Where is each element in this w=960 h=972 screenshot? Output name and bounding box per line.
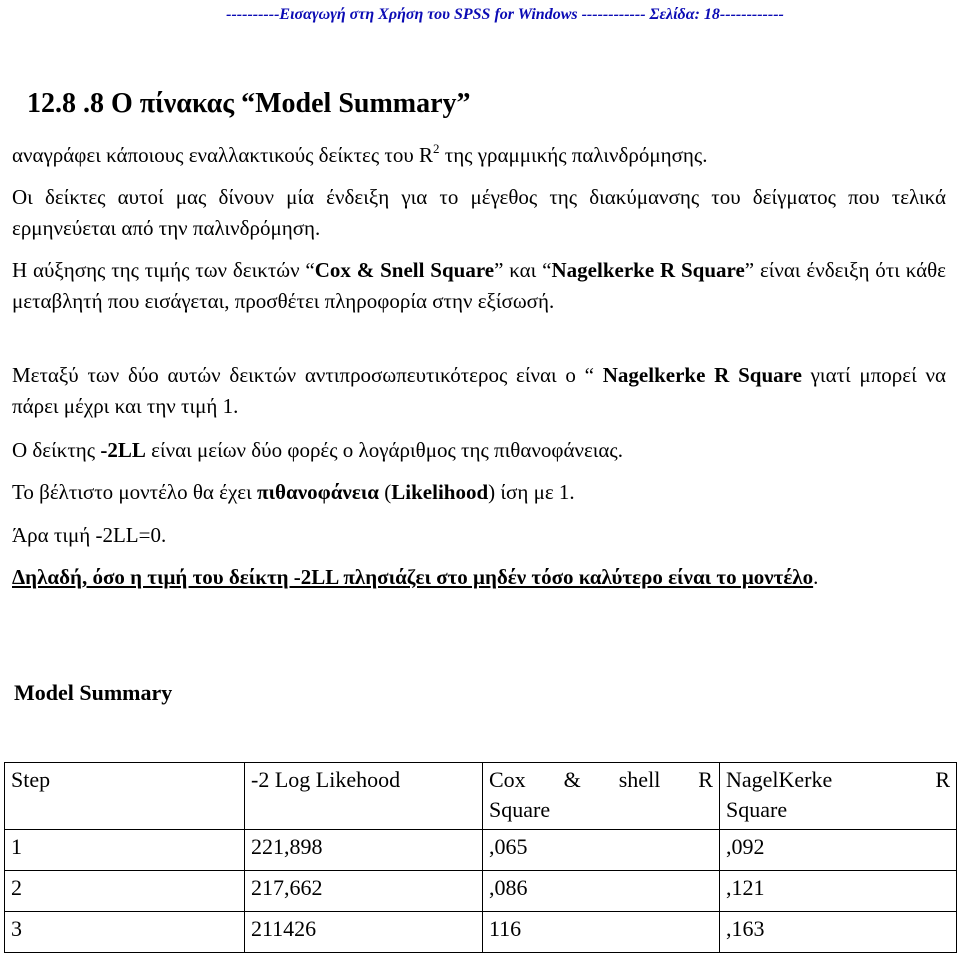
cell-cox: ,086: [483, 871, 720, 912]
p1-text-b: της γραμμικής παλινδρόμησης.: [439, 143, 708, 167]
cell-step: 3: [5, 912, 245, 953]
paragraph-7: Άρα τιμή -2LL=0.: [12, 523, 167, 547]
p3-text-e: ” είναι ένδειξη ότι κάθε μεταβλητή που εισάγεται, προσθέτει πληροφορία στην εξίσωσή.: [12, 258, 946, 313]
header-cox-line1: Cox & shell R: [489, 767, 713, 792]
cell-loglik: 217,662: [245, 871, 483, 912]
p6-pithanofaneia: πιθανοφάνεια: [257, 480, 380, 504]
table-header-row: [5, 763, 957, 830]
header-cox: [483, 763, 720, 830]
cell-loglik: 211426: [245, 912, 483, 953]
header-page-label: Σελίδα:: [649, 6, 700, 23]
p6-text-c: (: [379, 480, 392, 504]
p8-underlined-bold: Δηλαδή, όσο η τιμή του δείκτη -2LL πλησιάζει στο μηδέν τόσο καλύτερο είναι το μοντέλο: [12, 565, 814, 589]
p1-superscript: 2: [433, 141, 440, 156]
p5-text-c: είναι μείων δύο φορές ο λογάριθμος της πιθανοφάνειας.: [145, 438, 623, 462]
p6-text-e: ) ίση με 1.: [488, 480, 575, 504]
header-cox-line2: Square: [489, 797, 551, 822]
model-summary-title: Model Summary: [14, 680, 173, 705]
header-suffix: ------------: [719, 6, 784, 23]
paragraph-1: [12, 140, 946, 171]
header-page-number: 18: [699, 6, 720, 23]
p5-text-a: Ο δείκτης: [12, 438, 101, 462]
paragraph-4: [12, 360, 946, 422]
p5-2ll: -2LL: [100, 438, 146, 462]
model-summary-table: [4, 762, 957, 953]
paragraph-8: [12, 562, 946, 593]
cell-step: 2: [5, 871, 245, 912]
table-row: [5, 871, 957, 912]
page-header: [0, 6, 960, 24]
paragraph-6: [12, 477, 946, 508]
p3-cox-snell: Cox & Snell Square: [314, 258, 495, 282]
cell-loglik: 221,898: [245, 830, 483, 871]
p4-text-c: γιατί μπορεί να πάρει μέχρι και την τιμή 1.: [12, 363, 946, 418]
paragraph-3: [12, 255, 946, 317]
cell-nagel: ,163: [720, 912, 957, 953]
cell-step: 1: [5, 830, 245, 871]
header-nagel-line2: Square: [726, 797, 788, 822]
header-prefix: ----------Εισαγωγή στη Χρήση του SPSS for Windows ------------: [226, 6, 650, 23]
p3-text-a: Η αύξησης της τιμής των δεικτών “: [12, 258, 315, 282]
cell-cox: 116: [483, 912, 720, 953]
paragraph-2: Οι δείκτες αυτοί μας δίνουν μία ένδειξη για το μέγεθος της διακύμανσης του δείγματος που τελικά ερμηνεύεται από την παλινδρόμηση.: [12, 185, 946, 240]
p4-nagelkerke: Nagelkerke R Square: [602, 363, 802, 387]
header-nagel: [720, 763, 957, 830]
p6-likelihood: Likelihood: [391, 480, 489, 504]
p8-period: .: [813, 565, 819, 589]
cell-nagel: ,092: [720, 830, 957, 871]
p3-nagelkerke: Nagelkerke R Square: [551, 258, 745, 282]
header-nagel-line1: NagelKerke R: [726, 767, 950, 792]
p6-text-a: Το βέλτιστο μοντέλο θα έχει: [12, 480, 258, 504]
p4-text-a: Μεταξύ των δύο αυτών δεικτών αντιπροσωπευτικότερος είναι ο “: [12, 363, 603, 387]
cell-nagel: ,121: [720, 871, 957, 912]
paragraph-5: [12, 435, 946, 466]
section-title: 12.8 .8 Ο πίνακας “Model Summary”: [27, 88, 471, 119]
p1-text-a: αναγράφει κάποιους εναλλακτικούς δείκτες του R: [12, 143, 434, 167]
table-row: [5, 830, 957, 871]
header-loglik: -2 Log Likehood: [245, 763, 483, 830]
table-row: [5, 912, 957, 953]
p3-text-c: ” και “: [494, 258, 552, 282]
cell-cox: ,065: [483, 830, 720, 871]
header-step: Step: [5, 763, 245, 830]
